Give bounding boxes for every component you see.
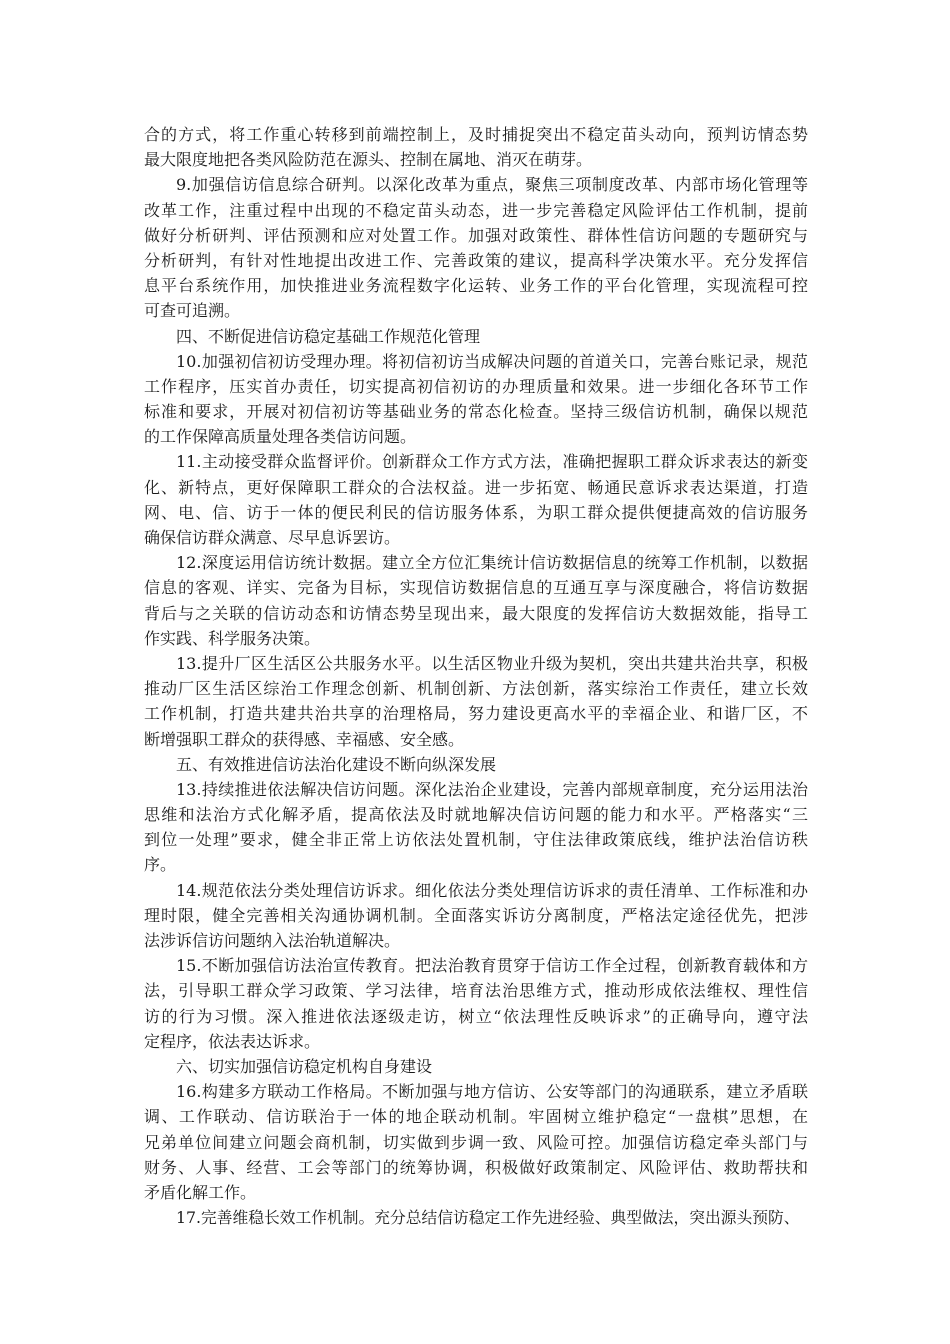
paragraph-line: 矛盾化解工作。: [144, 1182, 257, 1202]
paragraph-line: 断增强职工群众的获得感、幸福感、安全感。: [144, 729, 465, 749]
paragraph-line: 序。: [144, 855, 177, 875]
paragraph-line: 12.深度运用信访统计数据。建立全方位汇集统计信访数据信息的统筹工作机制，以数据: [176, 553, 808, 573]
paragraph-line: 作实践、科学服务决策。: [144, 628, 321, 648]
paragraph-line: 调、工作联动、信访联治于一体的地企联动机制。牢固树立维护稳定“一盘棋”思想，在: [144, 1107, 808, 1127]
paragraph-line: 法涉诉信访问题纳入法治轨道解决。: [144, 931, 401, 950]
paragraph-line: 理时限，健全完善相关沟通协调机制。全面落实诉访分离制度，严格法定途径优先，把涉: [144, 905, 808, 925]
paragraph-line: 的工作保障高质量处理各类信访问题。: [144, 427, 417, 447]
paragraph-line: 到位一处理”要求，健全非正常上访依法处置机制，守住法律政策底线，维护法治信访秩: [144, 830, 808, 850]
paragraph-line: 9.加强信访信息综合研判。以深化改革为重点，聚焦三项制度改革、内部市场化管理等: [176, 175, 808, 195]
paragraph-line: 合的方式，将工作重心转移到前端控制上，及时捕捉突出不稳定苗头动向，预判访情态势: [144, 125, 808, 144]
section-heading: 四、不断促进信访稳定基础工作规范化管理: [176, 326, 481, 346]
paragraph-line: 10.加强初信初访受理办理。将初信初访当成解决问题的首道关口，完善台账记录，规范: [176, 351, 808, 371]
paragraph-line: 化、新特点，更好保障职工群众的合法权益。进一步拓宽、畅通民意诉求表达渠道，打造: [144, 477, 808, 497]
paragraph-line: 推动厂区生活区综治工作理念创新、机制创新、方法创新，落实综治工作责任，建立长效: [144, 679, 808, 699]
paragraph-line: 工作程序，压实首办责任，切实提高初信初访的办理质量和效果。进一步细化各环节工作: [144, 376, 808, 396]
paragraph-line: 15.不断加强信访法治宣传教育。把法治教育贯穿于信访工作全过程，创新教育载体和方: [176, 956, 808, 976]
paragraph-line: 改革工作，注重过程中出现的不稳定苗头动态，进一步完善稳定风险评估工作机制，提前: [144, 200, 808, 220]
paragraph-line: 法，引导职工群众学习政策、学习法律，培育法治思维方式，推动形成依法维权、理性信: [144, 981, 808, 1001]
paragraph-line: 13.持续推进依法解决信访问题。深化法治企业建设，完善内部规章制度，充分运用法治: [176, 779, 808, 799]
paragraph-line: 11.主动接受群众监督评价。创新群众工作方式方法，准确把握职工群众诉求表达的新变: [176, 452, 808, 472]
paragraph-line: 标准和要求，开展对初信初访等基础业务的常态化检查。坚持三级信访机制，确保以规范: [144, 402, 808, 422]
paragraph-line: 兄弟单位间建立问题会商机制，切实做到步调一致、风险可控。加强信访稳定牵头部门与: [144, 1132, 808, 1152]
paragraph-line: 确保信访群众满意、尽早息诉罢访。: [144, 528, 401, 547]
paragraph-line: 16.构建多方联动工作格局。不断加强与地方信访、公安等部门的沟通联系，建立矛盾联: [176, 1082, 808, 1102]
paragraph-line: 财务、人事、经营、工会等部门的统筹协调，积极做好政策制定、风险评估、救助帮扶和: [144, 1157, 808, 1177]
section-heading: 六、切实加强信访稳定机构自身建设: [176, 1056, 433, 1076]
paragraph-line: 最大限度地把各类风险防范在源头、控制在属地、消灭在萌芽。: [144, 150, 593, 170]
paragraph-line: 息平台系统作用，加快推进业务流程数字化运转、业务工作的平台化管理，实现流程可控: [144, 276, 808, 296]
paragraph-line: 访的行为习惯。深入推进依法逐级走访，树立“依法理性反映诉求”的正确导向，遵守法: [144, 1006, 808, 1026]
paragraph-line: 分析研判，有针对性地提出改进工作、完善政策的建议，提高科学决策水平。充分发挥信: [144, 250, 808, 270]
paragraph-line: 可查可追溯。: [144, 301, 241, 321]
paragraph-line: 17.完善维稳长效工作机制。充分总结信访稳定工作先进经验、典型做法，突出源头预防、: [176, 1208, 800, 1228]
paragraph-line: 思维和法治方式化解矛盾，提高依法及时就地解决信访问题的能力和水平。严格落实“三: [144, 805, 808, 825]
paragraph-line: 定程序，依法表达诉求。: [144, 1031, 321, 1051]
paragraph-line: 13.提升厂区生活区公共服务水平。以生活区物业升级为契机，突出共建共治共享，积极: [176, 653, 808, 673]
paragraph-line: 做好分析研判、评估预测和应对处置工作。加强对政策性、群体性信访问题的专题研究与: [144, 225, 808, 245]
document-body: [144, 122, 808, 1230]
paragraph-line: 信息的客观、详实、完备为目标，实现信访数据信息的互通互享与深度融合，将信访数据: [144, 578, 808, 598]
paragraph-line: 工作机制，打造共建共治共享的治理格局，努力建设更高水平的幸福企业、和谐厂区，不: [144, 704, 808, 724]
paragraph-line: 背后与之关联的信访动态和访情态势呈现出来，最大限度的发挥信访大数据效能，指导工: [144, 603, 808, 623]
paragraph-line: 网、电、信、访于一体的便民利民的信访服务体系，为职工群众提供便捷高效的信访服务: [144, 502, 808, 522]
paragraph-line: 14.规范依法分类处理信访诉求。细化依法分类处理信访诉求的责任清单、工作标准和办: [176, 880, 808, 900]
section-heading: 五、有效推进信访法治化建设不断向纵深发展: [176, 754, 497, 774]
